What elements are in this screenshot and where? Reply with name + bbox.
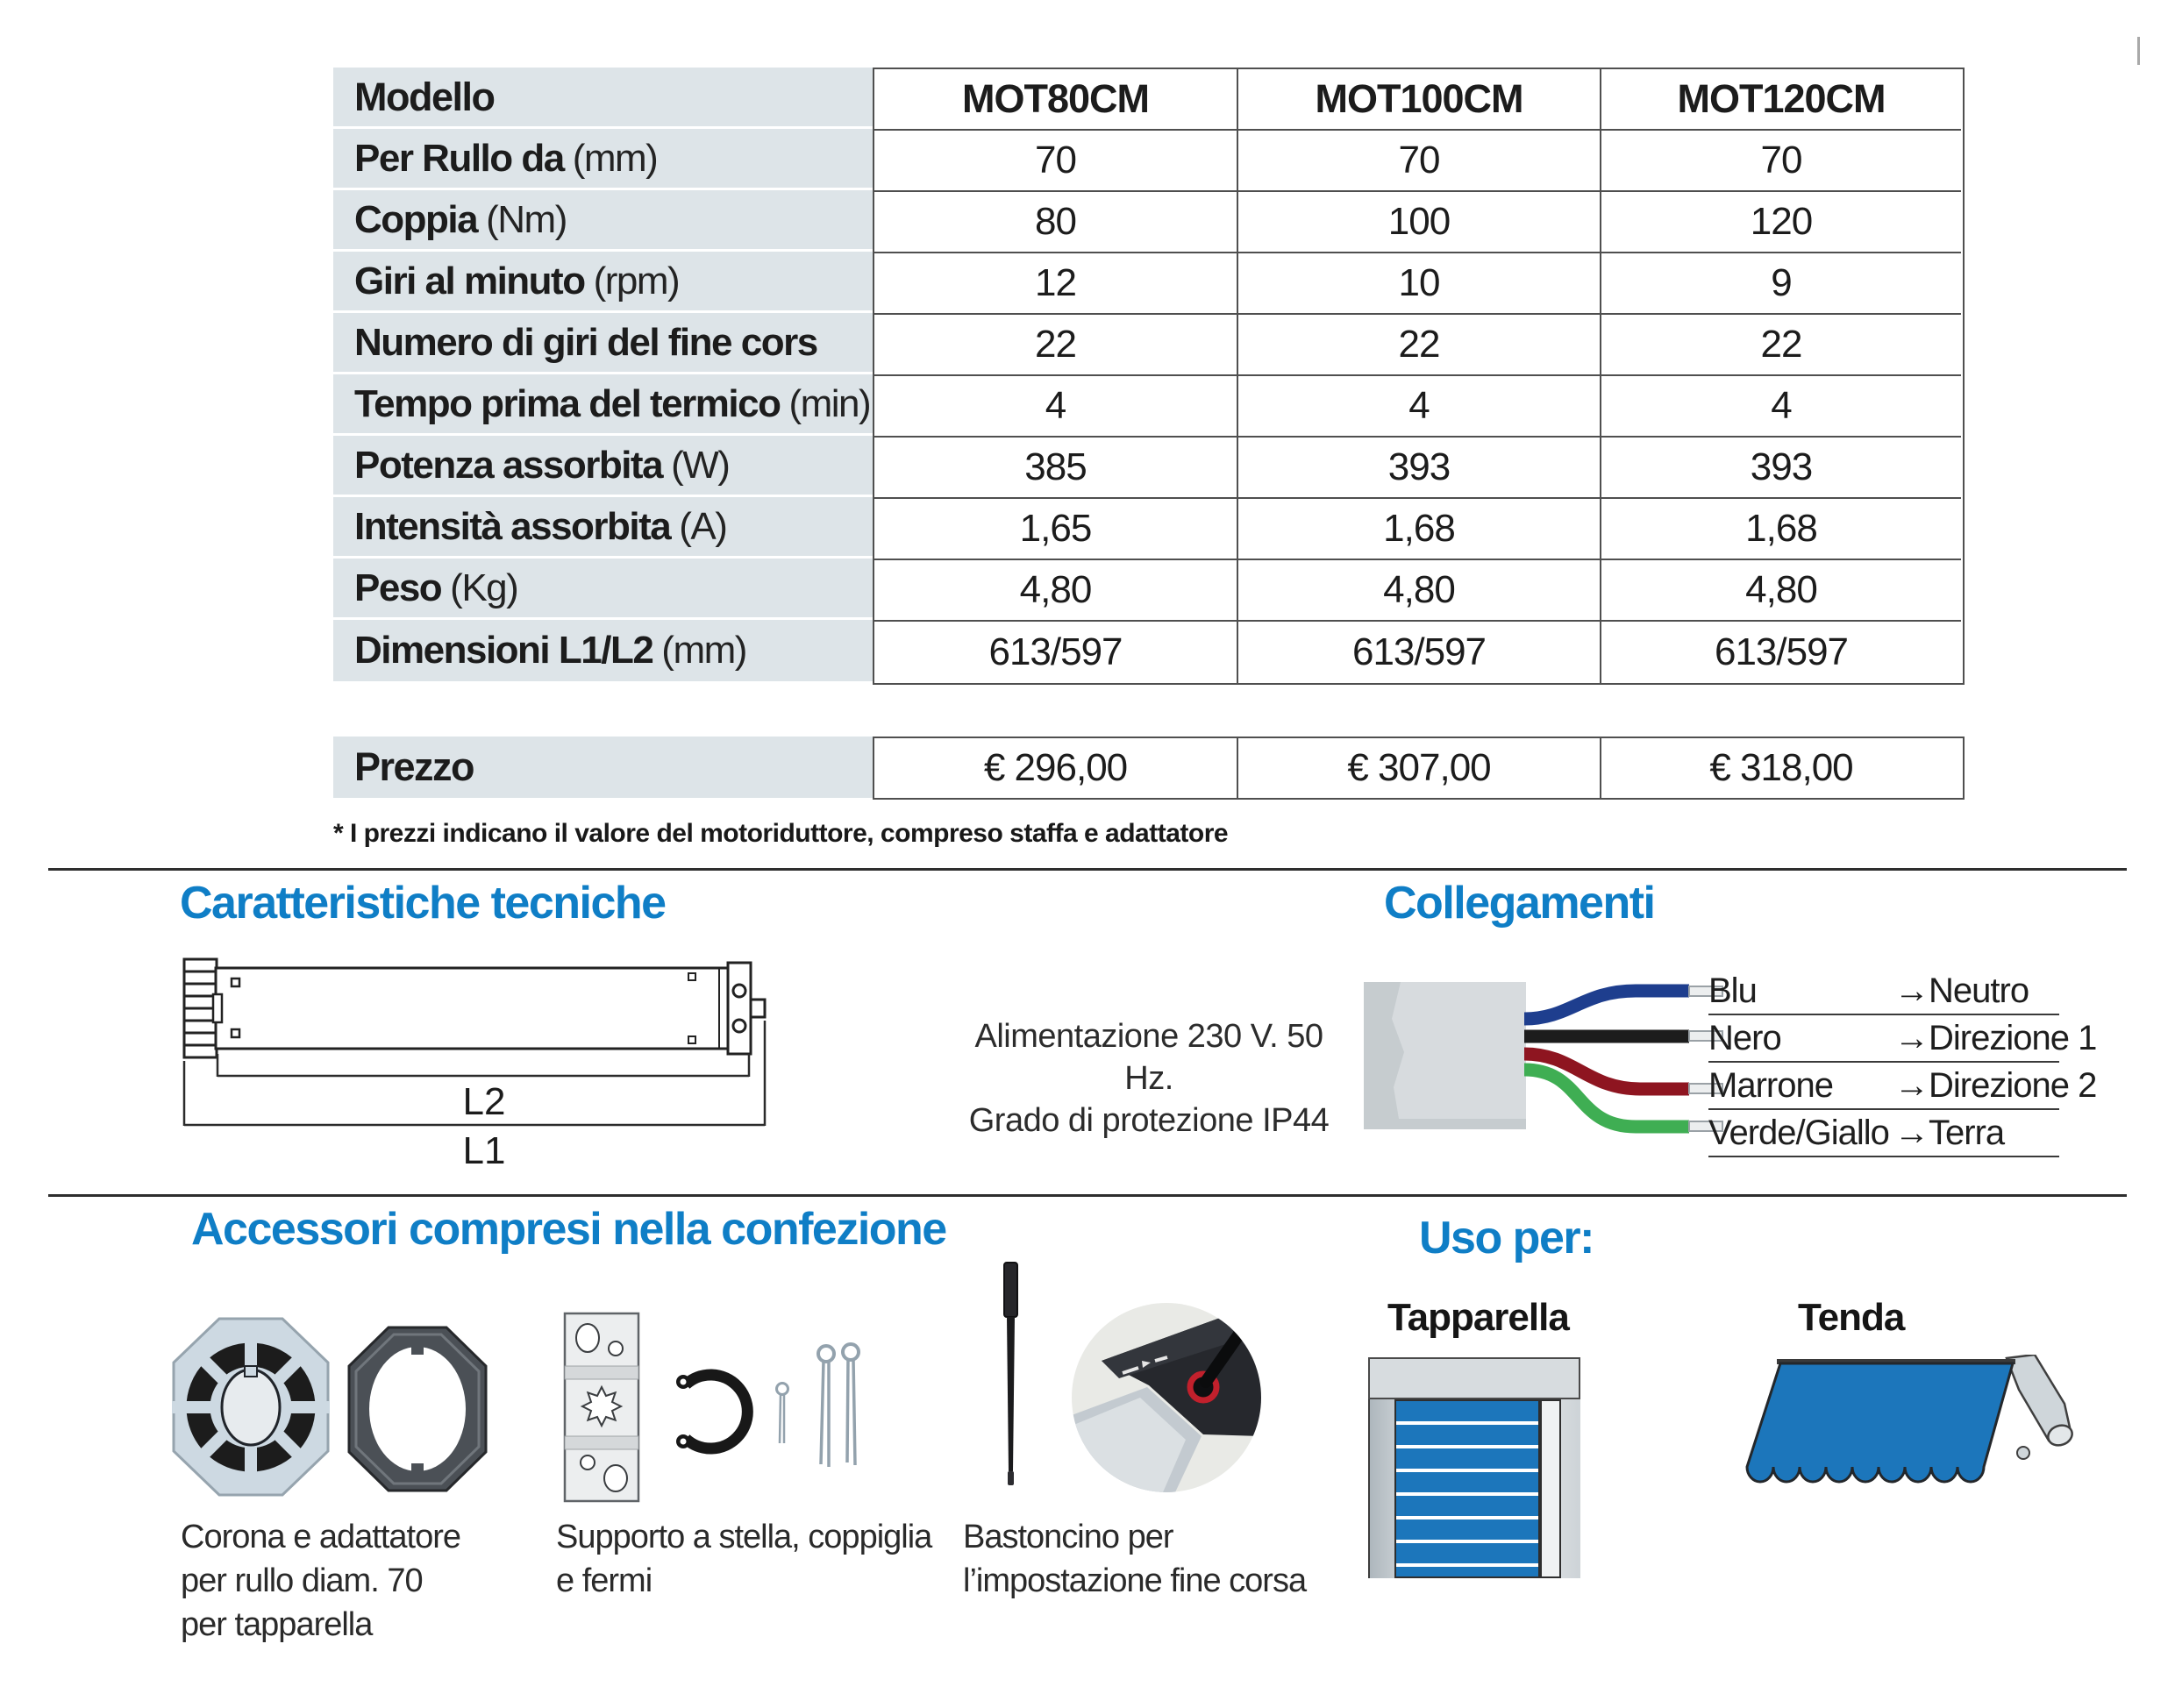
spec-cell: 613/597 xyxy=(1714,630,1849,673)
spec-cell: 70 xyxy=(1601,131,1961,192)
table-header-label-text: Modello xyxy=(354,74,495,119)
model-header: MOT80CM xyxy=(874,69,1238,131)
motor-diagram xyxy=(175,945,781,1173)
spec-cell: 4 xyxy=(1601,376,1961,438)
awning-icon xyxy=(1693,1355,2087,1543)
star-support-icon xyxy=(558,1312,645,1503)
spec-cell: 4 xyxy=(1238,376,1601,438)
motor-crown-icon xyxy=(184,959,217,1057)
section-title-caratteristiche: Caratteristiche tecniche xyxy=(180,878,666,929)
page-corner-mark xyxy=(2137,37,2140,65)
setting-rod-icon xyxy=(996,1261,1024,1491)
wire-row-marrone: Marrone →Direzione 2 xyxy=(1708,1063,2059,1110)
model-header: MOT100CM xyxy=(1238,69,1601,131)
spec-cell: 385 xyxy=(874,438,1238,499)
cotter-pins-icon xyxy=(770,1331,871,1480)
spec-cell: 70 xyxy=(1238,131,1601,192)
row-label: Intensità assorbita (A) xyxy=(333,497,873,559)
spec-cell: 4,80 xyxy=(1601,560,1961,622)
spec-cell: 10 xyxy=(1238,253,1601,315)
spec-cell: 12 xyxy=(874,253,1238,315)
power-spec-line1: Alimentazione 230 V. 50 Hz. xyxy=(974,1018,1323,1097)
spec-cell: 4,80 xyxy=(1238,560,1601,622)
dim-label-l1: L1 xyxy=(462,1129,506,1172)
spec-cell: 613/597 xyxy=(1238,622,1601,683)
caption-bastoncino: Bastoncino per l’impostazione fine corsa xyxy=(963,1519,1307,1599)
spec-cell: 613/597 xyxy=(874,622,1238,683)
use-label-tapparella: Tapparella xyxy=(1387,1296,1569,1339)
spec-cell: 22 xyxy=(1601,315,1961,376)
table-header-label xyxy=(333,68,873,129)
row-label: Numero di giri del fine cors xyxy=(333,313,873,374)
section-title-collegamenti: Collegamenti xyxy=(1384,878,1655,929)
wire-row-blu: Blu →Neutro xyxy=(1708,968,2059,1015)
spec-table-labels xyxy=(333,68,873,681)
dimension-line-l2 xyxy=(218,1054,749,1077)
price-grid xyxy=(873,737,1965,800)
spec-cell: 80 xyxy=(874,192,1238,253)
wire-row-nero: Nero →Direzione 1 xyxy=(1708,1015,2059,1063)
connection-diagram xyxy=(1351,956,1736,1175)
wire-row-verde-giallo: Verde/Giallo →Terra xyxy=(1708,1110,2059,1157)
spec-cell: 1,65 xyxy=(874,499,1238,560)
motor-body xyxy=(216,968,728,1049)
spec-cell: 70 xyxy=(874,131,1238,192)
model-header: MOT120CM xyxy=(1601,69,1961,131)
spec-cell: 22 xyxy=(1238,315,1601,376)
octagonal-adapter-icon xyxy=(347,1326,488,1492)
use-label-tenda: Tenda xyxy=(1798,1296,1905,1339)
circlip-icon xyxy=(660,1359,760,1464)
roller-shutter-icon xyxy=(1368,1357,1580,1578)
caption-supporto: Supporto a stella, coppiglia e fermi xyxy=(556,1519,932,1599)
price-footnote: * I prezzi indicano il valore del motoriduttore, compreso staffa e adattatore xyxy=(333,819,1229,848)
row-label: Giri al minuto (rpm) xyxy=(333,252,873,313)
power-spec-line2: Grado di protezione IP44 xyxy=(968,1102,1330,1139)
dim-label-l2: L2 xyxy=(462,1080,506,1123)
row-label: Per Rullo da (mm) xyxy=(333,129,873,190)
wire-blu xyxy=(1524,991,1689,1019)
spec-cell: 4,80 xyxy=(874,560,1238,622)
spec-cell: 1,68 xyxy=(1238,499,1601,560)
spec-cell: 9 xyxy=(1601,253,1961,315)
price-label: Prezzo xyxy=(333,737,873,798)
spec-cell: 100 xyxy=(1238,192,1601,253)
caption-corona: Corona e adattatore per rullo diam. 70 per tapparella xyxy=(181,1519,461,1643)
crown-adapter-icon xyxy=(172,1317,330,1497)
spec-cell: 393 xyxy=(1238,438,1601,499)
row-label: Coppia (Nm) xyxy=(333,190,873,252)
spec-table-grid xyxy=(873,68,1965,685)
section-title-uso-per: Uso per: xyxy=(1419,1213,1594,1263)
row-label: Dimensioni L1/L2 (mm) xyxy=(333,620,873,681)
motor-head xyxy=(728,963,765,1054)
spec-cell: 22 xyxy=(874,315,1238,376)
price-cell: € 307,00 xyxy=(1238,738,1601,798)
spec-cell: 393 xyxy=(1601,438,1961,499)
spec-cell: 4 xyxy=(874,376,1238,438)
limit-adjust-photo xyxy=(1072,1303,1261,1492)
section-title-accessori: Accessori compresi nella confezione xyxy=(191,1204,946,1255)
row-label: Tempo prima del termico (min) xyxy=(333,374,873,436)
spec-cell: 120 xyxy=(1601,192,1961,253)
spec-cell: 1,68 xyxy=(1601,499,1961,560)
price-cell: € 318,00 xyxy=(1709,746,1853,789)
price-cell: € 296,00 xyxy=(874,738,1238,798)
row-label: Peso (Kg) xyxy=(333,559,873,620)
section-divider xyxy=(48,1194,2127,1197)
row-label: Potenza assorbita (W) xyxy=(333,436,873,497)
power-spec xyxy=(956,1015,1342,1142)
section-divider xyxy=(48,868,2127,871)
